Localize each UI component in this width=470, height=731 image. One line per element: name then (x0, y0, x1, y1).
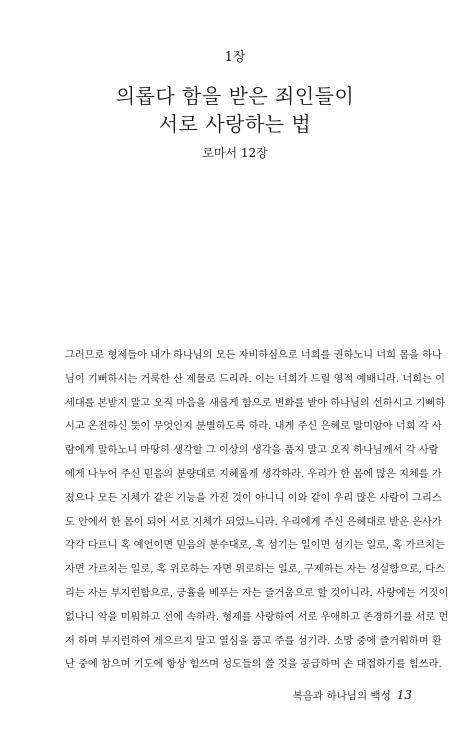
body-line: 님이 기뻐하시는 거룩한 산 제물로 드리라. 이는 너희가 드릴 영적 예배니라. 너희는 이 (65, 373, 445, 385)
body-line: 람에게 말하노니 마땅히 생각할 그 이상의 생각을 품지 말고 오직 하나님께서 각 사람 (65, 445, 439, 457)
body-line: 시고 온전하신 뜻이 무엇인지 분별하도록 하라. 내게 주신 은혜로 말미암아 너희 각 사 (65, 421, 442, 433)
chapter-label: 1장 (224, 50, 246, 65)
body-line: 도 안에서 한 몸이 되어 서로 지체가 되었느니라. 우리에게 주신 은혜대로 받은 은사가 (65, 516, 442, 528)
chapter-title-line-1: 의롭다 함을 받은 죄인들이 (115, 84, 355, 108)
chapter-title-line-2: 서로 사랑하는 법 (158, 112, 312, 136)
body-line: 난 중에 참으며 기도에 항상 힘쓰며 성도들의 쓸 것을 공급하며 손 대접하기를 힘쓰라. (65, 659, 442, 671)
body-line: 세대를 본받지 말고 오직 마음을 새롭게 함으로 변화를 받아 하나님의 선하시고 기뻐하 (65, 397, 446, 409)
page-number: 13 (396, 688, 412, 702)
body-line: 없나니 악을 미워하고 선에 속하라. 형제를 사랑하여 서로 우애하고 존경하기를 서로 먼 (65, 611, 449, 623)
body-line: 각각 다르니 혹 예언이면 믿음의 분수대로, 혹 섬기는 일이면 섬기는 일로, 혹 가르치는 (65, 540, 445, 552)
body-line: 리는 자는 부지런함으로, 긍휼을 베푸는 자는 즐거움으로 할 것이니라. 사랑에는 거짓이 (65, 587, 449, 599)
body-line: 그러므로 형제들아 내가 하나님의 모든 자비하심으로 너희를 권하노니 너희 몸을 하나 (65, 350, 442, 361)
running-book-title: 복음과 하나님의 백성 (292, 690, 391, 702)
body-line: 저 하며 부지런하여 게으르지 말고 열심을 품고 주를 섬기라. 소망 중에 즐거워하며 환 (65, 635, 442, 647)
body-text (65, 344, 449, 677)
body-line: 졌으나 모든 지체가 같은 기능을 가진 것이 아니니 이와 같이 우리 많은 사람이 그리스 (65, 492, 442, 504)
body-line: 자면 가르치는 일로, 혹 위로하는 자면 위로하는 일로, 구제하는 자는 성실함으로, 다스 (65, 564, 445, 576)
page-footer (293, 688, 412, 703)
body-line: 에게 나누어 주신 믿음의 분량대로 지혜롭게 생각하라. 우리가 한 몸에 많은 지체를 가 (65, 468, 442, 480)
chapter-subtitle: 로마서 12장 (202, 146, 268, 160)
